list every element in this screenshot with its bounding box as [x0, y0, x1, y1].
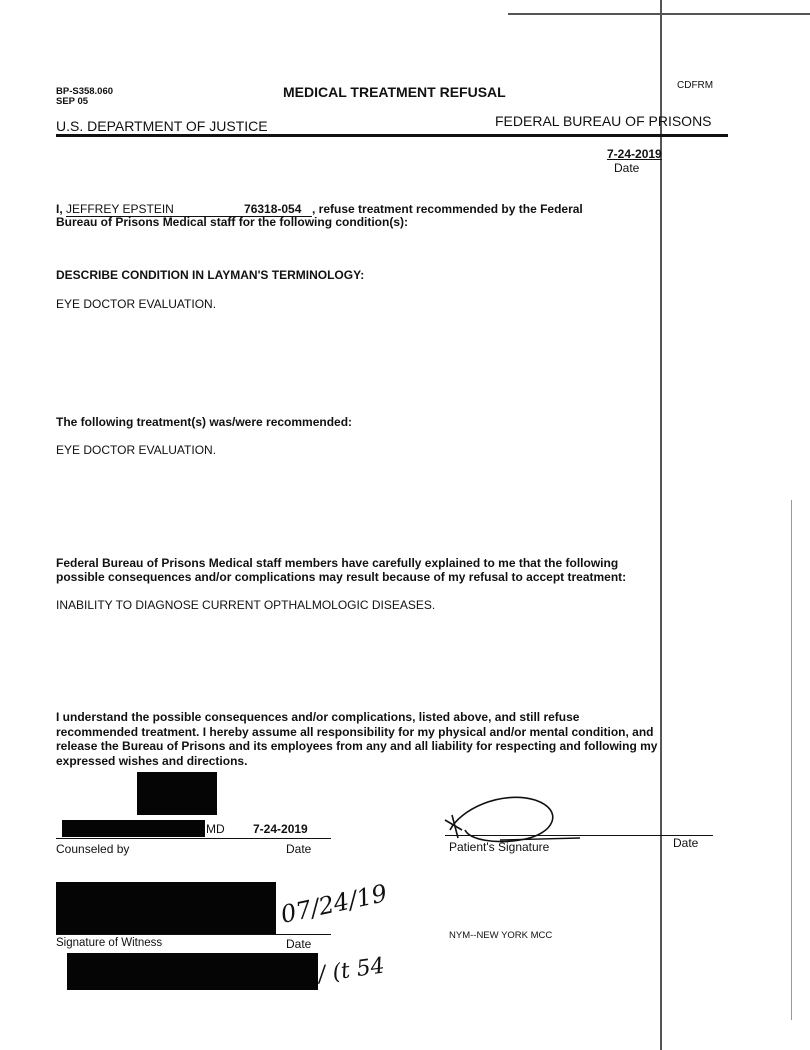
facility-label: NYM--NEW YORK MCC — [449, 930, 553, 941]
counselor-date-label: Date — [286, 842, 312, 856]
acknowledgement-line3: release the Bureau of Prisons and its employees from any and all liability for respecting and following my — [56, 739, 658, 753]
form-id: CDFRM — [677, 80, 714, 91]
treatment-heading: The following treatment(s) was/were recommended: — [56, 415, 353, 429]
form-code: BP-S358.060 — [56, 86, 114, 97]
acknowledgement-block — [56, 710, 756, 768]
form-date-value: 7-24-2019 — [607, 147, 662, 161]
redaction-box — [67, 953, 318, 990]
treatment-value: EYE DOCTOR EVALUATION. — [56, 443, 217, 457]
form-date: SEP 05 — [56, 96, 89, 107]
witness-signature-line — [56, 934, 331, 935]
redaction-box — [62, 820, 205, 837]
counselor-signature-line — [56, 838, 331, 839]
department-name: U.S. DEPARTMENT OF JUSTICE — [56, 118, 268, 134]
acknowledgement-line1: I understand the possible consequences and/or complications, listed above, and still refuse — [56, 710, 580, 724]
acknowledgement-line4: expressed wishes and directions. — [56, 753, 248, 768]
statement-prefix: I, — [56, 202, 63, 216]
redaction-box — [56, 882, 276, 934]
consequences-heading-line1: Federal Bureau of Prisons Medical staff members have carefully explained to me that the following — [56, 556, 619, 570]
statement-text-line1: , refuse treatment recommended by the Federal — [312, 202, 583, 216]
header-rule — [56, 134, 728, 137]
page-title: MEDICAL TREATMENT REFUSAL — [283, 84, 506, 100]
agency-name: FEDERAL BUREAU OF PRISONS — [495, 113, 712, 129]
statement-text-line2: Bureau of Prisons Medical staff for the following condition(s): — [56, 215, 409, 229]
consequences-value: INABILITY TO DIAGNOSE CURRENT OPTHALMOLOGIC DISEASES. — [56, 598, 436, 612]
form-date-label: Date — [614, 161, 640, 175]
scan-edge-line-top — [508, 13, 810, 15]
inmate-name: JEFFREY EPSTEIN — [66, 202, 244, 217]
register-number: 76318-054 — [244, 202, 312, 217]
acknowledgement-line2: recommended treatment. I hereby assume all responsibility for my physical and/or mental condition, and — [56, 724, 654, 739]
condition-heading: DESCRIBE CONDITION IN LAYMAN'S TERMINOLOGY: — [56, 268, 365, 282]
bottom-handwritten-note: / (t 54 — [316, 953, 387, 988]
counselor-suffix: MD — [206, 822, 225, 836]
form-code-block — [56, 87, 113, 107]
witness-label: Signature of Witness — [56, 937, 163, 949]
counseled-by-label: Counseled by — [56, 842, 130, 856]
condition-value: EYE DOCTOR EVALUATION. — [56, 297, 217, 311]
redaction-box — [137, 772, 217, 815]
witness-date-label: Date — [286, 937, 312, 951]
scan-edge-line-right — [791, 500, 792, 1020]
patient-date-label: Date — [673, 836, 699, 850]
consequences-heading-line2: possible consequences and/or complications may result because of my refusal to accept treatment: — [56, 570, 627, 584]
witness-handwritten-date: 07/24/19 — [278, 879, 390, 929]
counselor-date: 7-24-2019 — [253, 822, 308, 836]
patient-signature-label: Patient's Signature — [449, 840, 550, 854]
